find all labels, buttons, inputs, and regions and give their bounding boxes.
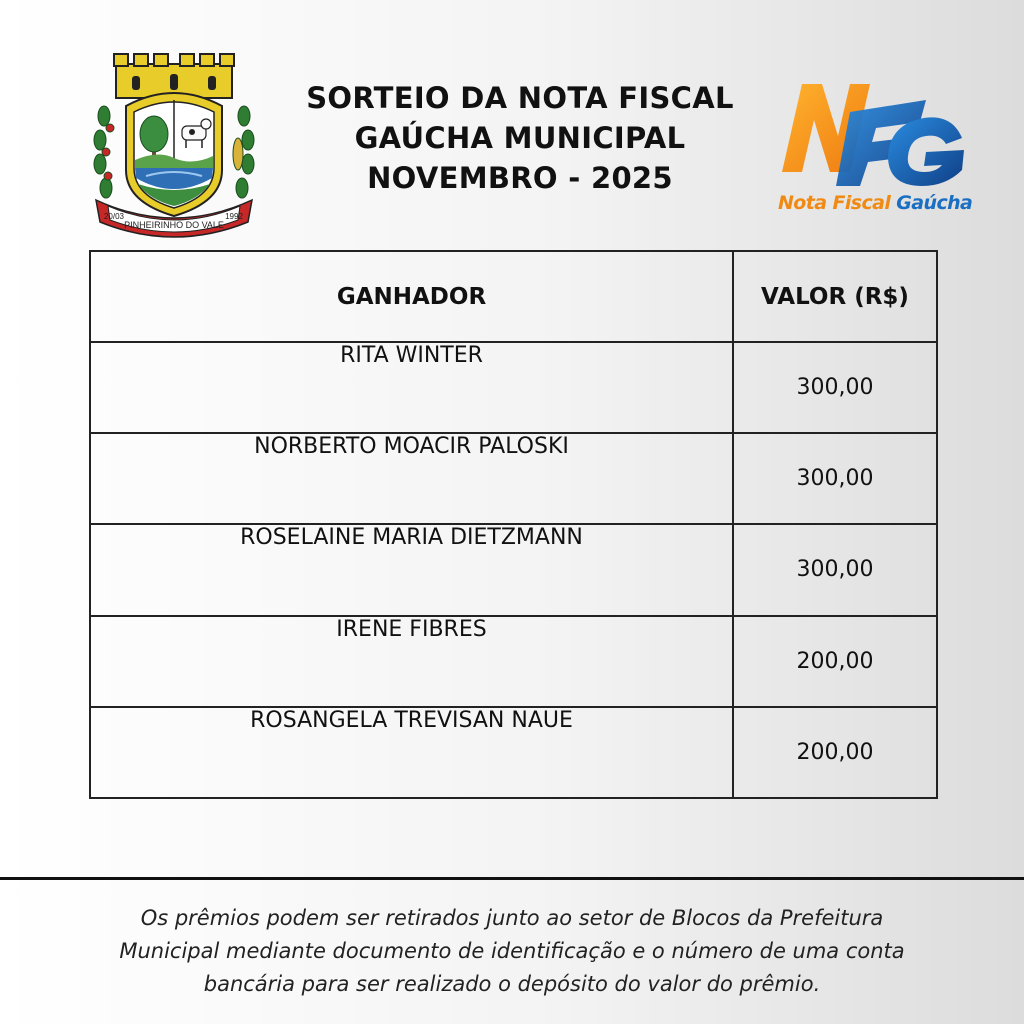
footer-line-1: Os prêmios podem ser retirados junto ao setor de Blocos da Prefeitura [140,906,884,930]
winner-name: RITA WINTER [90,342,733,433]
nfg-letter-g [888,117,964,186]
footer-divider [0,877,1024,880]
winners-table [89,250,938,799]
laurel-right [233,106,254,198]
crest-year-right: 1992 [225,212,243,221]
crest-ribbon-text: PINHEIRINHO DO VALE [124,220,224,230]
table-row [90,616,937,707]
footer-line-2: Municipal mediante documento de identificação e o número de uma conta [119,939,905,963]
winner-name: IRENE FIBRES [90,616,733,707]
prize-value: 300,00 [733,524,937,615]
nfg-caption-part2: Gaúcha [896,192,973,214]
table-row [90,342,937,433]
winner-name: ROSELAINE MARIA DIETZMANN [90,524,733,615]
table-header-row [90,251,937,342]
header-value: VALOR (R$) [733,251,937,342]
nfg-caption [778,192,973,214]
prize-value: 300,00 [733,433,937,524]
table-row [90,433,937,524]
crest-year-left: 20/03 [103,212,125,221]
footer-note [60,902,964,1001]
winner-name: ROSANGELA TREVISAN NAUE [90,707,733,798]
laurel-left [94,106,114,198]
table-row [90,707,937,798]
title-line-2: GAÚCHA MUNICIPAL [354,121,686,155]
nfg-caption-part1: Nota Fiscal [778,192,891,214]
municipal-coat-of-arms [88,50,260,240]
winner-name: NORBERTO MOACIR PALOSKI [90,433,733,524]
page-title [290,78,750,198]
title-line-3: NOVEMBRO - 2025 [367,161,673,195]
table-row [90,524,937,615]
prize-value: 300,00 [733,342,937,433]
prize-value: 200,00 [733,616,937,707]
title-line-1: SORTEIO DA NOTA FISCAL [306,81,734,115]
header-winner: GANHADOR [90,251,733,342]
footer-line-3: bancária para ser realizado o depósito do valor do prêmio. [203,972,821,996]
prize-value: 200,00 [733,707,937,798]
